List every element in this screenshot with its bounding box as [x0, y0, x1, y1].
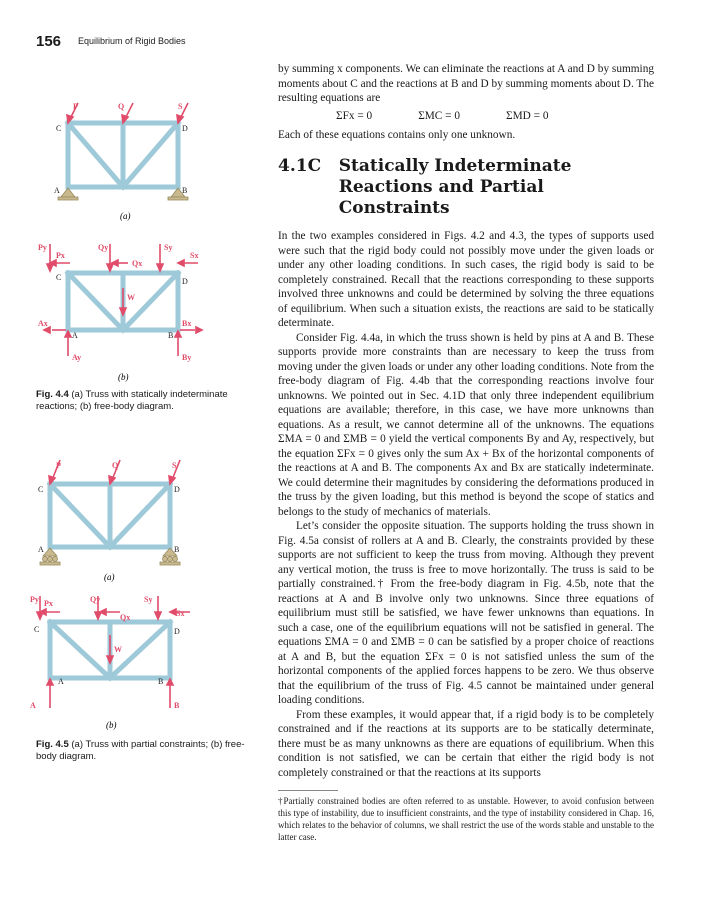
label-W: W — [127, 293, 135, 302]
caption-fig-4-5 — [36, 739, 251, 762]
sub-label-a: (a) — [104, 572, 115, 582]
equation-sum-fx: ΣFx = 0 — [336, 109, 373, 122]
label-Qx: Qx — [132, 259, 143, 268]
label-B-reaction: B — [174, 701, 180, 710]
label-P: P — [56, 461, 61, 470]
section-title-line2: Reactions and Partial Constraints — [338, 177, 544, 218]
caption-label: Fig. 4.5 — [36, 739, 69, 750]
caption-text: (a) Truss with statically indeterminate reactions; (b) free-body diagram. — [36, 389, 228, 412]
page-number: 156 — [36, 33, 62, 50]
label-Py: Py — [30, 595, 39, 604]
caption-label: Fig. 4.4 — [36, 389, 69, 400]
label-C: C — [56, 124, 62, 133]
caption-fig-4-4 — [36, 389, 236, 412]
label-Qx: Qx — [120, 613, 131, 622]
paragraph-3: Let’s consider the opposite situation. The supports holding the truss shown in Fig. 4.5a consist of rollers at A and B. Clearly, the constraints provided by these supports are not sufficient to keep the truss from moving. Although they prevent any vertical motion, the truss is free to move horizontally. The truss is said to be partially constrained.† From the free-body diagram in Fig. 4.5b, note that the reactions at A and B involve only two unknowns. Since three equations of equilibrium must still be satisfied, we have fewer unknowns than equations. In such a case, one of the equilibrium equations will not be satisfied in general. The equations ΣMA = 0 and ΣMB = 0 can be satisfied by a proper choice of reactions at A and B, but the equation ΣFx = 0 is not satisfied unless the sum of the horizontal components of the applied forces happens to be zero. We thus observe that the equilibrium of the truss of Fig. 4.5 cannot be maintained under general loading conditions. — [278, 520, 654, 706]
intro-after: Each of these equations contains only one unknown. — [278, 128, 516, 141]
roller-supports — [40, 548, 180, 565]
truss-4-4a — [68, 123, 178, 187]
label-A: A — [38, 545, 44, 554]
fig-4-4a — [40, 95, 240, 225]
label-Sy: Sy — [144, 595, 153, 604]
label-By: By — [182, 353, 192, 362]
label-A-reaction: A — [30, 701, 36, 710]
section-heading — [278, 156, 654, 219]
label-B: B — [168, 331, 174, 340]
label-Sy: Sy — [164, 243, 173, 252]
label-S: S — [178, 102, 183, 111]
fig-4-5b — [30, 590, 240, 735]
label-S: S — [172, 461, 177, 470]
label-Sx: Sx — [176, 609, 185, 618]
label-B: B — [174, 545, 180, 554]
sub-label-a: (a) — [120, 211, 131, 221]
section-title-line1: Statically Indeterminate — [338, 156, 572, 176]
label-Ax: Ax — [38, 319, 48, 328]
label-B: B — [158, 677, 164, 686]
sub-label-b: (b) — [118, 372, 129, 382]
fig-4-5a — [30, 452, 230, 587]
label-Bx: Bx — [182, 319, 192, 328]
label-A: A — [72, 331, 78, 340]
equation-sum-mc: ΣMC = 0 — [418, 109, 461, 122]
label-Px: Px — [56, 251, 65, 260]
label-Sx: Sx — [190, 251, 199, 260]
equation-sum-md: ΣMD = 0 — [506, 109, 549, 122]
label-C: C — [38, 485, 44, 494]
footnote-rule — [278, 790, 338, 791]
intro-paragraph: by summing x components. We can eliminate the reactions at A and D by summing moments about C and the reactions at B and D by summing moments about D. The resulting equations are — [278, 63, 654, 104]
paragraph-1: In the two examples considered in Figs. 4.2 and 4.3, the types of supports used were such that the rigid body could not possibly move under the given loads or under any other loading conditions. In such cases, the rigid body is said to be completely constrained. Recall that the reactions corresponding to these supports involved three unknowns and could be determined by solving the three equations of equilibrium. When such a situation exists, the reactions are said to be statically determinate. — [278, 230, 654, 329]
footnote: †Partially constrained bodies are often referred to as unstable. However, to avoid confusion between this type of instability, due to insufficient constraints, and the type of instability considered in Chap. 16, which relates to the behavior of columns, we shall restrict the use of the words stable and unstable to the latter case. — [278, 796, 654, 842]
equation-row — [278, 110, 654, 122]
label-D: D — [182, 124, 188, 133]
label-W: W — [114, 645, 122, 654]
label-A: A — [54, 186, 60, 195]
label-C: C — [56, 273, 62, 282]
label-P: P — [73, 102, 78, 111]
label-Ay: Ay — [72, 353, 82, 362]
running-title: Equilibrium of Rigid Bodies — [78, 36, 186, 46]
label-Qy: Qy — [98, 243, 109, 252]
label-A: A — [58, 677, 64, 686]
label-Qy: Qy — [90, 595, 101, 604]
label-Q: Q — [112, 461, 119, 470]
label-B: B — [182, 186, 188, 195]
label-C: C — [34, 625, 40, 634]
fig-4-4b — [30, 238, 240, 386]
caption-text: (a) Truss with partial constraints; (b) free-body diagram. — [36, 739, 245, 762]
label-Px: Px — [44, 599, 53, 608]
paragraph-4: From these examples, it would appear that, if a rigid body is to be completely constrained and if the reactions at its supports are to be statically determinate, there must be as many unknowns as there are equations of equilibrium. When this condition is not satisfied, we can be certain that either the rigid body is not completely constrained or that the reactions at its supports — [278, 708, 654, 779]
label-Q: Q — [118, 102, 125, 111]
section-number: 4.1C — [278, 156, 322, 176]
paragraph-2: Consider Fig. 4.4a, in which the truss shown is held by pins at A and B. These supports provide more constraints than are necessary to keep the truss from moving under the given loads or under any other loading conditions. Note from the free-body diagram of Fig. 4.4b that the corresponding reactions involve four unknowns. We pointed out in Sec. 4.1D that only three independent equilibrium equations are available; therefore, in this case, we have more unknowns than equations. As a result, we cannot determine all of the unknowns. The equations ΣMA = 0 and ΣMB = 0 yield the vertical components By and Ay, respectively, but the equation ΣFx = 0 gives only the sum Ax + Bx of the horizontal components of the reactions at A and B. The components Ax and Bx are statically indeterminate. We could determine their magnitudes by considering the deformations produced in the truss by the given loading, but this method is beyond the scope of statics and belongs to the study of mechanics of materials. — [278, 331, 654, 518]
label-D: D — [182, 277, 188, 286]
main-text-column — [278, 62, 654, 843]
label-D: D — [174, 485, 180, 494]
sub-label-b: (b) — [106, 720, 117, 730]
label-Py: Py — [38, 243, 47, 252]
label-D: D — [174, 627, 180, 636]
